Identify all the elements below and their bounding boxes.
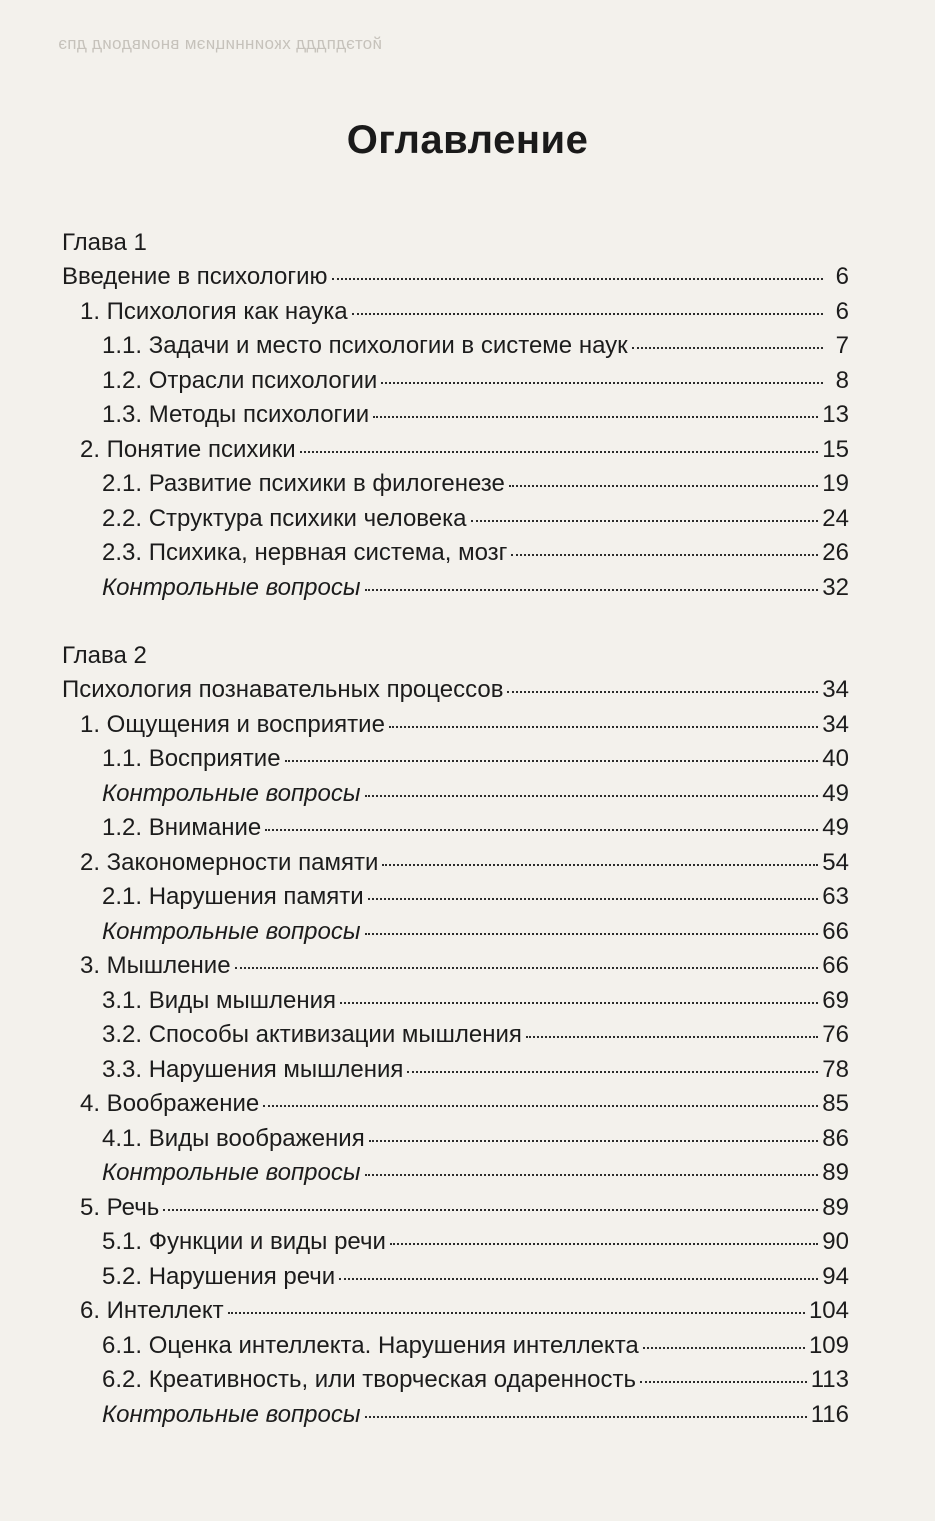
toc-entry[interactable] [62,571,849,606]
toc-entry-title: Введение в психологию [62,263,328,290]
toc-entry[interactable] [62,1191,849,1226]
dot-leader [235,945,819,969]
toc-page-number: 26 [822,539,849,566]
toc-page-number: 94 [822,1262,849,1290]
toc-entry-title: 2.2. Структура психики человека [102,504,467,532]
dot-leader [389,704,818,728]
toc-entry-title: Психология познавательных процессов [62,676,504,703]
toc-page-number: 40 [822,745,849,772]
toc-entry[interactable] [62,984,849,1019]
dot-leader [407,1049,818,1073]
toc-entry-title: 5. Речь [80,1193,160,1221]
toc-entry[interactable] [62,329,849,364]
toc-page-number: 78 [822,1055,849,1083]
toc-entry-title: Контрольные вопросы [102,779,361,807]
toc-entry-title: 3. Мышление [80,952,231,979]
dot-leader [365,911,819,935]
chapter-gap [62,605,849,639]
toc-page-number: 109 [808,1331,849,1359]
toc-page-number: 89 [822,1193,849,1221]
toc-entry[interactable] [62,467,849,502]
dot-leader [332,256,824,280]
toc-entry-title: 3.1. Виды мышления [102,986,337,1014]
toc-entry-title: 2. Закономерности памяти [80,848,379,876]
toc-page-number: 86 [822,1124,849,1152]
toc-entry-title: Контрольные вопросы [102,917,361,945]
toc-page-number: 76 [822,1021,849,1048]
toc-page-number: 7 [835,332,849,359]
toc-entry[interactable] [62,536,849,571]
toc-page-number: 89 [822,1159,849,1186]
dot-leader [365,773,819,797]
toc-page-number: 66 [822,917,849,945]
dot-leader [509,463,818,487]
dot-leader [381,360,823,384]
toc-entry-title: 1. Ощущения и восприятие [80,710,385,738]
page-title: Оглавление [346,118,589,162]
toc-entry-title: 6.2. Креативность, или творческая одаренность [102,1366,637,1393]
dot-leader [263,1083,818,1107]
toc-entry-title: 2.1. Нарушения памяти [102,883,364,910]
dot-leader [365,1394,807,1418]
toc-entry[interactable] [62,708,849,743]
dot-leader [390,1221,818,1245]
dot-leader [368,876,819,900]
toc-entry-title: 5.1. Функции и виды речи [102,1228,386,1255]
dot-leader [511,532,818,556]
toc-entry-title: 6.1. Оценка интеллекта. Нарушения интеллекта [102,1331,639,1359]
toc-page-number: 24 [822,504,849,532]
toc-page-number: 90 [822,1228,849,1255]
toc-entry[interactable] [62,949,849,984]
dot-leader [365,567,819,591]
toc-entry[interactable] [62,1122,849,1157]
toc-entry-title: 6. Интеллект [80,1297,224,1324]
toc-page-number: 116 [810,1400,849,1428]
dot-leader [340,980,818,1004]
toc-entry[interactable] [62,1260,849,1295]
toc-entry[interactable] [62,1225,849,1260]
toc-page-number: 15 [822,435,849,463]
toc-entry-title: 3.2. Способы активизации мышления [102,1021,522,1048]
toc-entry[interactable] [62,846,849,881]
dot-leader [265,807,818,831]
toc-entry[interactable] [62,1156,849,1191]
toc-page-number: 32 [822,573,849,601]
toc-entry[interactable] [62,811,849,846]
dot-leader [352,291,823,315]
toc-page-number: 85 [822,1090,849,1117]
toc-entry[interactable] [62,433,849,468]
toc-entry[interactable] [62,260,849,295]
chapter-label [62,226,849,260]
toc-page-number: 54 [822,848,849,876]
dot-leader [526,1014,818,1038]
dot-leader [163,1187,818,1211]
toc-entry[interactable] [62,1398,849,1433]
chapter-label [62,639,849,673]
toc-page-number: 8 [835,366,849,394]
toc-entry[interactable] [62,1363,849,1398]
dot-leader [382,842,818,866]
toc-entry[interactable] [62,295,849,330]
toc-entry-title: 1.3. Методы психологии [102,401,370,428]
toc-entry-title: 1.1. Задачи и место психологии в системе наук [102,332,628,359]
toc-page-number: 66 [822,952,849,979]
toc-page-number: 49 [822,814,849,841]
toc-page-number: 34 [822,710,849,738]
table-of-contents [62,226,849,1432]
toc-page-number: 49 [822,779,849,807]
toc-entry-title: 4. Воображение [80,1090,260,1117]
running-head: йотэдпддд хкоиннициэм вноивдоид дпэ [58,34,382,53]
dot-leader [507,669,818,693]
toc-page-number: 19 [822,470,849,497]
toc-entry-title: 2.1. Развитие психики в филогенезе [102,470,505,497]
dot-leader [373,394,818,418]
toc-entry[interactable] [62,915,849,950]
toc-page-number: 113 [810,1366,849,1393]
toc-entry[interactable] [62,673,849,708]
toc-entry[interactable] [62,1087,849,1122]
toc-entry[interactable] [62,502,849,537]
toc-page-number: 69 [822,986,849,1014]
toc-entry-title: 1.1. Восприятие [102,745,281,772]
toc-entry-title: 3.3. Нарушения мышления [102,1055,404,1083]
toc-entry[interactable] [62,398,849,433]
toc-entry-title: 1.2. Отрасли психологии [102,366,378,394]
toc-entry[interactable] [62,1329,849,1364]
toc-page-number: 13 [822,401,849,428]
toc-entry-title: 5.2. Нарушения речи [102,1262,336,1290]
toc-entry-title: Контрольные вопросы [102,1400,361,1428]
dot-leader [643,1325,805,1349]
toc-entry-title: 1. Психология как наука [80,297,348,325]
dot-leader [300,429,819,453]
dot-leader [369,1118,819,1142]
toc-entry-title: 2.3. Психика, нервная система, мозг [102,539,508,566]
toc-entry[interactable] [62,777,849,812]
dot-leader [285,738,819,762]
toc-entry-title: 1.2. Внимание [102,814,262,841]
toc-page-number: 63 [822,883,849,910]
toc-entry[interactable] [62,1018,849,1053]
chapter-label-text: Глава 2 [62,642,147,669]
dot-leader [228,1290,805,1314]
dot-leader [632,325,823,349]
toc-page-number: 34 [822,676,849,703]
toc-entry[interactable] [62,1294,849,1329]
toc-entry[interactable] [62,1053,849,1088]
toc-entry-title: 2. Понятие психики [80,435,296,463]
chapter-label-text: Глава 1 [62,229,147,256]
toc-entry-title: 4.1. Виды воображения [102,1124,365,1152]
toc-entry-title: Контрольные вопросы [102,573,361,601]
toc-entry[interactable] [62,742,849,777]
dot-leader [640,1359,807,1383]
dot-leader [471,498,819,522]
toc-page-number: 104 [808,1297,849,1324]
toc-entry[interactable] [62,364,849,399]
dot-leader [339,1256,818,1280]
toc-page-number: 6 [835,297,849,325]
toc-entry-title: Контрольные вопросы [102,1159,361,1186]
toc-entry[interactable] [62,880,849,915]
toc-page-number: 6 [835,263,849,290]
dot-leader [365,1152,819,1176]
